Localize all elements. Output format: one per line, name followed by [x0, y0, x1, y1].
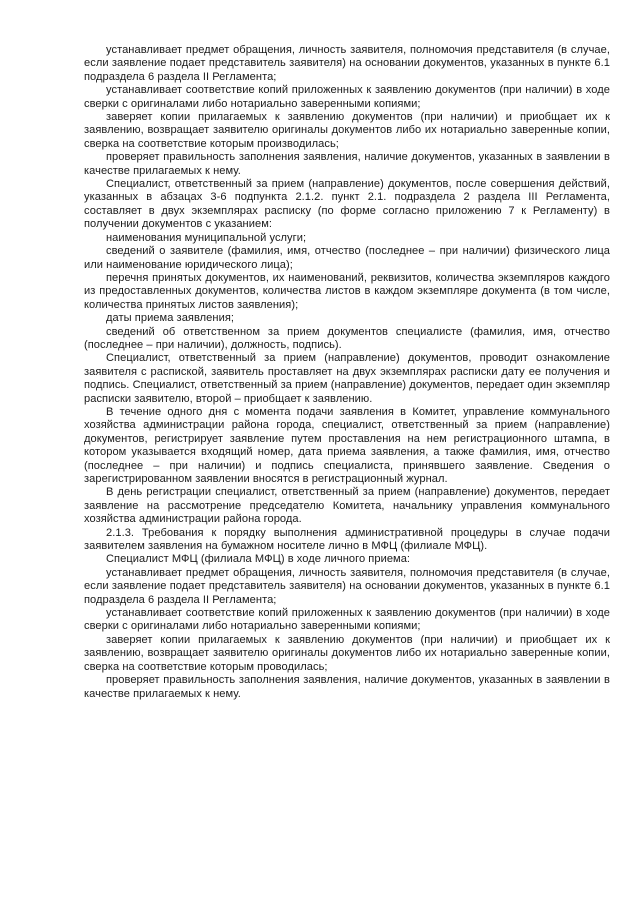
paragraph-2: устанавливает соответствие копий приложенных к заявлению документов (при наличии) в ходе сверки с оригиналами либо нотариально заверенными копиями; — [84, 84, 610, 110]
paragraph-7: сведений о заявителе (фамилия, имя, отчество (последнее – при наличии) физического лица или наименование юридического лица); — [84, 245, 610, 271]
paragraph-14: 2.1.3. Требования к порядку выполнения административной процедуры в случае подачи заявителем заявления на бумажном носителе лично в МФЦ (филиале МФЦ). — [84, 526, 610, 553]
paragraph-15: Специалист МФЦ (филиала МФЦ) в ходе личного приема: — [106, 553, 411, 566]
paragraph-16: устанавливает предмет обращения, личность заявителя, полномочия представителя (в случае, если заявление подает представитель заявителя) на основании документов, указанных в пункте 6.1 подраздела 6 раздела II Регламента; — [84, 566, 610, 606]
document-page — [84, 44, 610, 701]
paragraph-1: устанавливает предмет обращения, личность заявителя, полномочия представителя (в случае, если заявление подает представитель заявителя) на основании документов, указанных в пункте 6.1 подраздела 6 раздела II Регламента; — [84, 44, 610, 83]
paragraph-8: перечня принятых документов, их наименований, реквизитов, количества экземпляров каждого из предоставленных документов, количества листов в каждом экземпляре документа (в том числе, количества принятых листов заявления); — [84, 271, 610, 311]
paragraph-4: проверяет правильность заполнения заявления, наличие документов, указанных в заявлении в качестве прилагаемых к нему. — [84, 151, 610, 177]
paragraph-9: даты приема заявления; — [106, 312, 235, 325]
paragraph-6: наименования муниципальной услуги; — [106, 231, 307, 244]
paragraph-5: Специалист, ответственный за прием (направление) документов, после совершения действий, указанных в абзацах 3-6 подпункта 2.1.2. пункт 2.1. подраздела 2 раздела III Регламента, составляет в двух экземплярах расписку (по форме согласно приложению 7 к Регламенту) в получении документов с указанием: — [84, 178, 610, 231]
paragraph-11: Специалист, ответственный за прием (направление) документов, проводит ознакомление заявителя с распиской, заявитель проставляет на двух экземплярах расписки дату ее получения и подпись. Специалист, ответственный за прием (направление) документов, передает один экземпляр расписки заявителю, второй – приобщает к заявлению. — [84, 352, 610, 405]
paragraph-12: В течение одного дня с момента подачи заявления в Комитет, управление коммунального хозяйства администрации района города, специалист, ответственный за прием (направление) документов, регистрирует заявление путем проставления на нем регистрационного штампа, в котором указывается входящий номер, дата приема заявления, а также фамилия, имя, отчество (последнее – при наличии) и подпись специалиста, принявшего заявление. Сведения о зарегистрированном заявлении вносятся в регистрационный журнал. — [84, 405, 610, 485]
paragraph-10: сведений об ответственном за прием документов специалисте (фамилия, имя, отчество (последнее – при наличии), должность, подпись). — [84, 325, 610, 351]
paragraph-3: заверяет копии прилагаемых к заявлению документов (при наличии) и приобщает их к заявлению, возвращает заявителю оригиналы документов либо их нотариально заверенные копии, сверка на соответствие которым производилась; — [84, 111, 610, 150]
paragraph-18: заверяет копии прилагаемых к заявлению документов (при наличии) и приобщает их к заявлению, возвращает заявителю оригиналы документов либо их нотариально заверенные копии, сверка на соответствие которым проводилась; — [84, 633, 610, 673]
paragraph-17: устанавливает соответствие копий приложенных к заявлению документов (при наличии) в ходе сверки с оригиналами либо нотариально заверенными копиями; — [84, 607, 610, 633]
paragraph-13: В день регистрации специалист, ответственный за прием (направление) документов, передает заявление на рассмотрение председателю Комитета, начальнику управления коммунального хозяйства администрации района города. — [84, 486, 610, 526]
paragraph-19: проверяет правильность заполнения заявления, наличие документов, указанных в заявлении в качестве прилагаемых к нему. — [84, 674, 610, 700]
